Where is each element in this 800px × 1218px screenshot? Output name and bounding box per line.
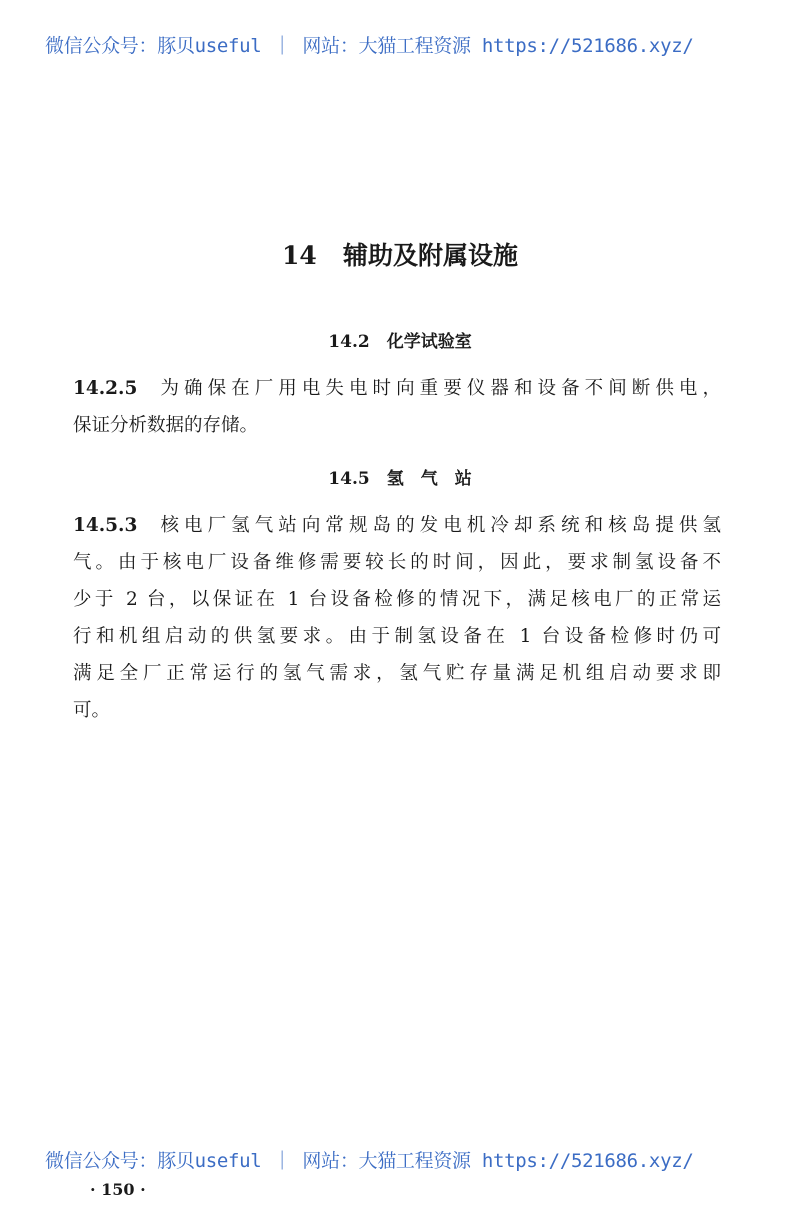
paragraph-text: 为确保在厂用电失电时向重要仪器和设备不间断供电， xyxy=(155,378,721,399)
paragraph-line: 满足全厂正常运行的氢气需求，氢气贮存量满足机组启动要求即 xyxy=(73,663,721,684)
chapter-title xyxy=(0,236,800,272)
paragraph-line xyxy=(73,374,721,400)
paragraph-line: 少于 2 台，以保证在 1 台设备检修的情况下，满足核电厂的正常运 xyxy=(73,589,721,610)
section-heading: 14.2 化学试验室 xyxy=(328,332,472,352)
chapter-name: 辅助及附属设施 xyxy=(342,241,518,270)
paragraph-line: 可。 xyxy=(73,700,111,721)
paragraph-line: 保证分析数据的存储。 xyxy=(73,415,259,436)
section-heading: 14.5 氢 气 站 xyxy=(328,469,472,489)
paragraph-line xyxy=(73,511,721,537)
paragraph-text: 核电厂氢气站向常规岛的发电机冷却系统和核岛提供氢 xyxy=(155,515,721,536)
paragraph-line: 气。由于核电厂设备维修需要较长的时间，因此，要求制氢设备不 xyxy=(73,552,721,573)
watermark-top: 微信公众号：豚贝useful ｜ 网站：大猫工程资源 https://521686.xyz/ xyxy=(45,35,694,57)
clause-number: 14.5.3 xyxy=(73,515,138,536)
paragraph-line: 行和机组启动的供氢要求。由于制氢设备在 1 台设备检修时仍可 xyxy=(73,626,721,647)
watermark-bottom: 微信公众号：豚贝useful ｜ 网站：大猫工程资源 https://521686.xyz/ xyxy=(45,1150,694,1172)
clause-number: 14.2.5 xyxy=(73,378,138,399)
chapter-number: 14 xyxy=(282,241,317,270)
page-number: · 150 · xyxy=(90,1180,146,1199)
